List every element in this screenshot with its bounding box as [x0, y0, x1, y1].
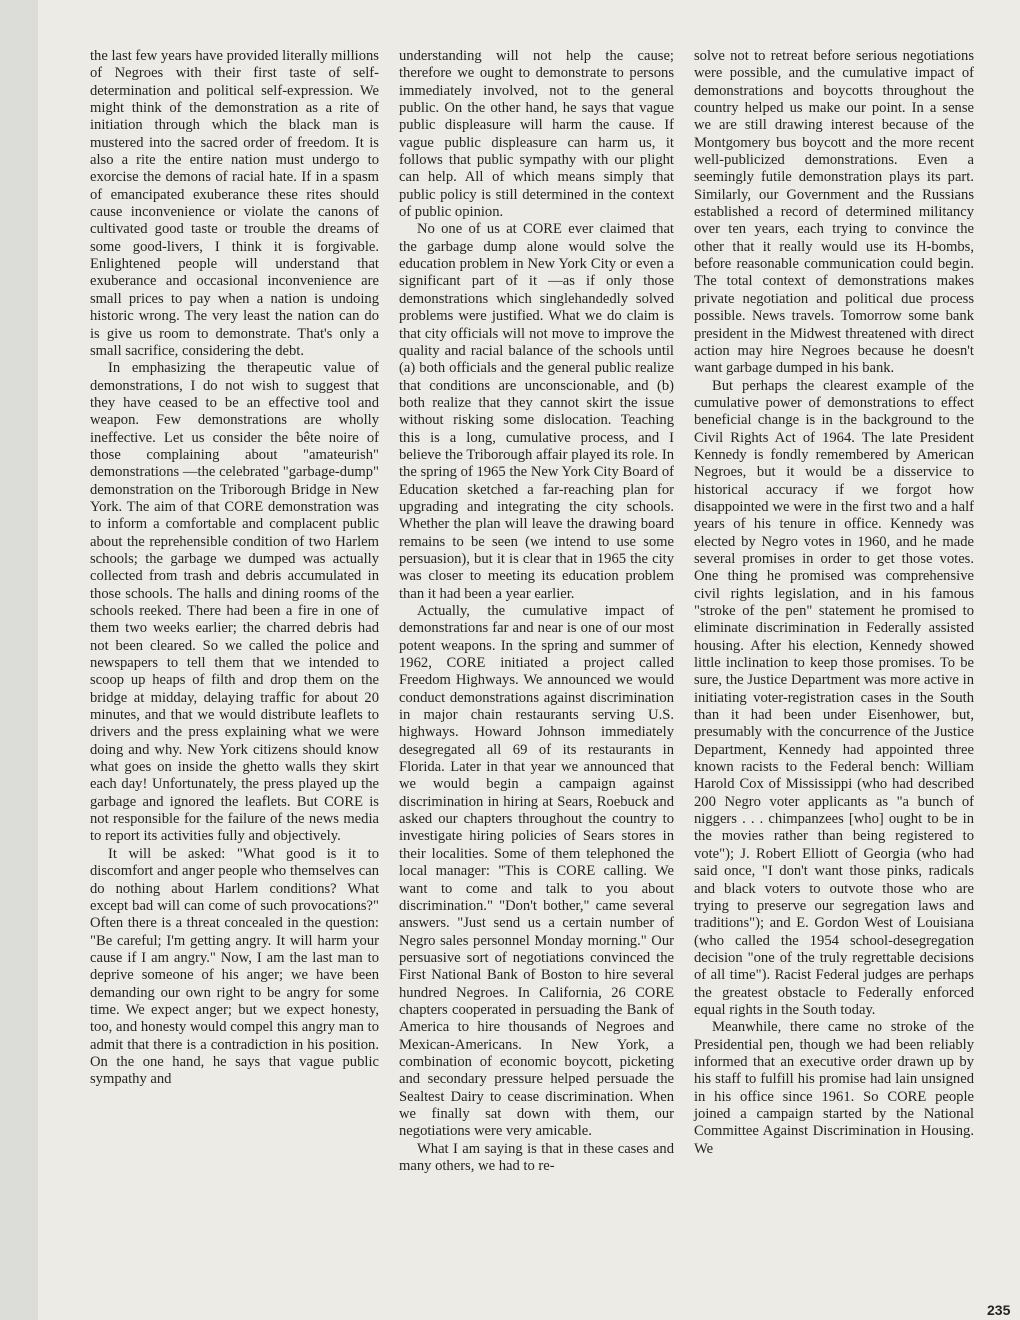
paragraph: But perhaps the clearest example of the cumulative power of demonstrations to effect beneficial change is in the background to the Civil Rights Act of 1964. The late President Kennedy is fondly remembered by American Negroes, but it would be a disservice to historical accuracy if we forgot how disappointed we were in the first two and a half years of his tenure in office. Kennedy was elected by Negro votes in 1960, and he made several promises in order to get those votes. One thing he promised was comprehensive civil rights legislation, and in his famous "stroke of the pen" statement he promised to eliminate discrimination in Federally assisted housing. After his election, Kennedy showed little inclination to keep those promises. To be sure, the Justice Department was more active in initiating voter-registration cases in the South than it had been under Eisenhower, but, presumably with the concurrence of the Justice Department, Kennedy had appointed three known racists to the Federal bench: William Harold Cox of Mississippi (who had described 200 Negro voter applicants as "a bunch of niggers . . . chimpanzees [who] ought to be in the movies rather than being registered to vote"); J. Robert Elliott of Georgia (who had said once, "I don't want those pinks, radicals and black voters to outvote those who are trying to preserve our segregation laws and traditions"); and E. Gordon West of Louisiana (who called the 1954 school-desegregation decision "one of the truly regrettable decisions of all time"). Racist Federal judges are perhaps the greatest obstacle to Federally enforced equal rights in the South today.: [694, 377, 974, 1018]
paragraph: Actually, the cumulative impact of demonstrations far and near is one of our most potent weapons. In the spring and summer of 1962, CORE initiated a project called Freedom Highways. We announced we would conduct demonstrations against discrimination in major chain restaurants serving U.S. highways. Howard Johnson immediately desegregated all 69 of its restaurants in Florida. Later in that year we announced that we would begin a campaign against discrimination in hiring at Sears, Roebuck and asked our chapters throughout the country to investigate hiring policies of Sears stores in their localities. Some of them telephoned the local manager: "This is CORE calling. We want to come and talk to you about discrimination." "Don't bother," came several answers. "Just send us a certain number of Negro sales personnel Monday morning." Our persuasive sort of negotiations convinced the First National Bank of Boston to hire several hundred Negroes. In California, 26 CORE chapters cooperated in persuading the Bank of America to hire thousands of Negroes and Mexican-Americans. In New York, a combination of economic boycott, picketing and secondary pressure helped persuade the Sealtest Dairy to cease discrimination. When we finally sat down with them, our negotiations were very amicable.: [399, 603, 674, 1140]
text-column-1: [90, 48, 379, 1089]
paper-sheet: [38, 0, 1020, 1320]
paragraph: What I am saying is that in these cases and many others, we had to re-: [399, 1140, 674, 1174]
paragraph: understanding will not help the cause; therefore we ought to demonstrate to persons immediately involved, not to the general public. On the other hand, he says that vague public displeasure will harm the cause. If vague public displeasure can harm us, it follows that public sympathy with our plight can help. All of which means simply that public policy is still determined in the context of public opinion.: [399, 48, 674, 221]
paragraph: the last few years have provided literally millions of Negroes with their first taste of self-determination and political self-expression. We might think of the demonstration as a rite of initiation through which the black man is mustered into the sacred order of freedom. It is also a rite the entire nation must undergo to exorcise the demons of racial hate. If in a spasm of emancipated exuberance these rites should cause inconvenience or violate the canons of cultivated good taste or trouble the dreams of some good-livers, I think it is forgivable. Enlightened people will understand that exuberance and occasional inconvenience are small prices to pay when a nation is undoing historic wrong. The very least the nation can do is give us room to demonstrate. That's only a small sacrifice, considering the debt.: [90, 48, 379, 359]
paragraph: No one of us at CORE ever claimed that the garbage dump alone would solve the education problem in New York City or even a significant part of it —as if only those demonstrations which singlehandedly solved problems were justified. What we do claim is that city officials will not move to improve the quality and racial balance of the schools until (a) both officials and the general public realize that conditions are unconscionable, and (b) both realize that they cannot skirt the issue without risking some dislocation. Teaching this is a long, cumulative process, and I believe the Triborough affair played its role. In the spring of 1965 the New York City Board of Education sketched a far-reaching plan for upgrading and integrating the city schools. Whether the plan will leave the drawing board remains to be seen (we intend to use some persuasion), but it is clear that in 1965 the city was closer to meeting its education problem than it had been a year earlier.: [399, 221, 674, 602]
text-column-2: [399, 48, 674, 1175]
paragraph: In emphasizing the therapeutic value of demonstrations, I do not wish to suggest that they have ceased to be an effective tool and weapon. Few demonstrations are wholly ineffective. Let us consider the bête noire of those complaining about "amateurish" demonstrations —the celebrated "garbage-dump" demonstration on the Triborough Bridge in New York. The aim of that CORE demonstration was to inform a comfortable and complacent public about the reprehensible condition of two Harlem schools; the garbage we dumped was actually collected from trash and debris accumulated in those schools. The halls and dining rooms of the schools reeked. There had been a fire in one of them two weeks earlier; the charred debris had not been cleared. So we called the police and newspapers to tell them that we intended to scoop up heaps of filth and drop them on the bridge at midday, delaying traffic for about 20 minutes, and that we would distribute leaflets to drivers and the press explaining what we were doing and why. New York citizens should know what goes on inside the ghetto walls they skirt each day! Unfortunately, the press played up the garbage and ignored the leaflets. But CORE is not responsible for the failure of the news media to report its activities fully and objectively.: [90, 360, 379, 845]
paragraph: Meanwhile, there came no stroke of the Presidential pen, though we had been reliably informed that an executive order drawn up by his staff to fulfill his promise had lain unsigned in his office since 1961. So CORE people joined a campaign started by the National Committee Against Discrimination in Housing. We: [694, 1019, 974, 1157]
paragraph: solve not to retreat before serious negotiations were possible, and the cumulative impact of demonstrations and boycotts throughout the country helped us make our point. In a sense we are still drawing interest because of the Montgomery bus boycott and the more recent well-publicized demonstrations. Even a seemingly futile demonstration plays its part. Similarly, our Government and the Russians established a record of determined militancy over ten years, each trying to convince the other that it really would use its H-bombs, before reasonable communication could begin. The total context of demonstrations makes private negotiation and political due process possible. News travels. Tomorrow some bank president in the Midwest threatened with direct action may hire Negroes because he doesn't want garbage dumped in his bank.: [694, 48, 974, 377]
text-column-3: [694, 48, 974, 1158]
paragraph: It will be asked: "What good is it to discomfort and anger people who themselves can do nothing about Harlem conditions? What except bad will can come of such provocations?" Often there is a threat concealed in the question: "Be careful; I'm getting angry. It will harm your cause if I am angry." Now, I am the last man to deprive someone of his anger; we have been demanding our own right to be angry for some time. We expect anger; but we expect honesty, too, and honesty would compel this angry man to admit that there is a contradiction in his position. On the one hand, he says that vague public sympathy and: [90, 845, 379, 1088]
page-number: 235: [987, 1302, 1011, 1318]
